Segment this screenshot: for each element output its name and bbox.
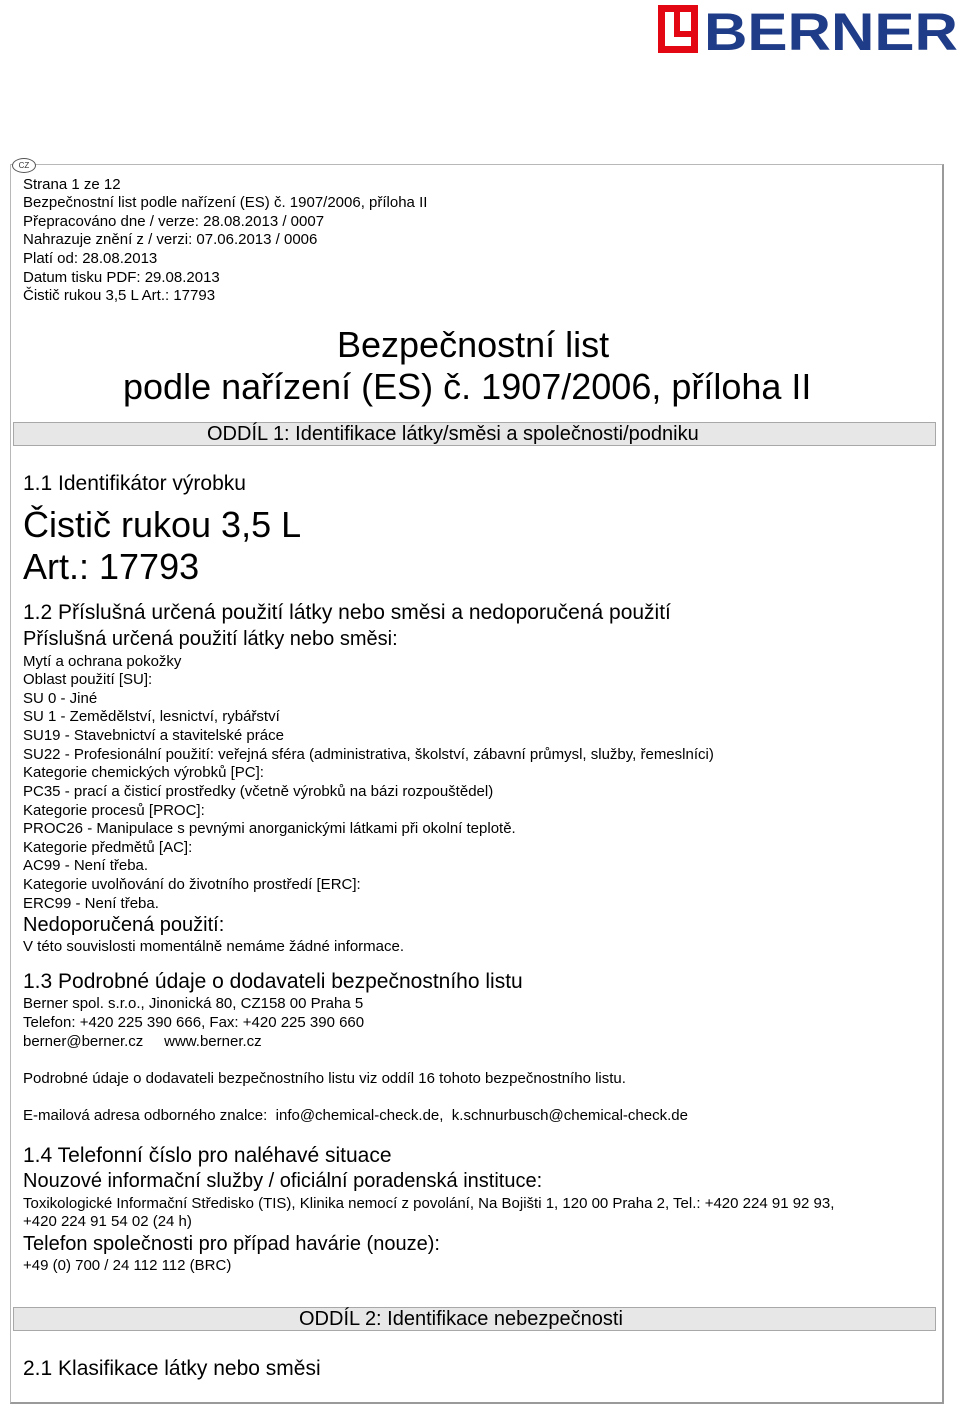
use-line: ERC99 - Není třeba.	[23, 895, 159, 912]
heading-1-2: 1.2 Příslušná určená použití látky nebo směsi a nedoporučená použití	[23, 601, 671, 624]
use-line: Kategorie uvolňování do životního prostředí [ERC]:	[23, 876, 361, 893]
heading-1-2-sub: Příslušná určená použití látky nebo směsi:	[23, 628, 398, 650]
heading-1-3: 1.3 Podrobné údaje o dodavateli bezpečnostního listu	[23, 970, 523, 993]
heading-1-1: 1.1 Identifikátor výrobku	[23, 472, 246, 495]
logo-wordmark: BERNER	[704, 5, 958, 53]
page-counter: Strana 1 ze 12	[23, 176, 121, 193]
header-line: Bezpečnostní list podle nařízení (ES) č. 1907/2006, příloha II	[23, 194, 428, 211]
use-line: Kategorie chemických výrobků [PC]:	[23, 764, 264, 781]
product-name: Čistič rukou 3,5 L	[23, 504, 302, 545]
company-emergency-heading: Telefon společnosti pro případ havárie (nouze):	[23, 1233, 440, 1255]
heading-1-4: 1.4 Telefonní číslo pro naléhavé situace	[23, 1144, 392, 1167]
section-1-title: ODDÍL 1: Identifikace látky/směsi a společnosti/podniku	[207, 423, 699, 445]
product-art-number: Art.: 17793	[23, 546, 200, 587]
not-recommended-text: V této souvislosti momentálně nemáme žádné informace.	[23, 938, 405, 955]
document-subtitle: podle nařízení (ES) č. 1907/2006, příloha II	[123, 366, 812, 407]
berner-logo	[656, 5, 960, 53]
heading-2-1: 2.1 Klasifikace látky nebo směsi	[23, 1357, 321, 1380]
header-line: Čistič rukou 3,5 L Art.: 17793	[23, 287, 216, 304]
header-line: Nahrazuje znění z / verzi: 07.06.2013 / 0006	[23, 231, 318, 248]
company-emergency-phone: +49 (0) 700 / 24 112 112 (BRC)	[23, 1257, 232, 1274]
header-line: Datum tisku PDF: 29.08.2013	[23, 269, 220, 286]
use-line: AC99 - Není třeba.	[23, 857, 149, 874]
document-title: Bezpečnostní list	[337, 324, 610, 365]
use-line: PROC26 - Manipulace s pevnými anorganickými látkami při okolní teplotě.	[23, 820, 516, 837]
expert-email: E-mailová adresa odborného znalce: info@chemical-check.de, k.schnurbusch@chemical-check.de	[23, 1107, 688, 1124]
section-2-bar	[13, 1307, 936, 1331]
use-line: SU 1 - Zemědělství, lesnictví, rybářství	[23, 708, 280, 725]
section-1-bar	[13, 422, 936, 446]
use-line: SU22 - Profesionální použití: veřejná sféra (administrativa, školství, zábavní průmysl, služby, řemeslníci)	[23, 746, 714, 763]
use-line: SU 0 - Jiné	[23, 690, 98, 707]
supplier-note: Podrobné údaje o dodavateli bezpečnostního listu viz oddíl 16 tohoto bezpečnostního listu.	[23, 1070, 626, 1087]
not-recommended-heading: Nedoporučená použití:	[23, 914, 225, 936]
use-line: Kategorie procesů [PROC]:	[23, 802, 205, 819]
emergency-info-cont: +420 224 91 54 02 (24 h)	[23, 1213, 192, 1230]
use-line: Oblast použití [SU]:	[23, 671, 153, 688]
heading-1-4-sub: Nouzové informační služby / oficiální poradenská instituce:	[23, 1170, 543, 1192]
supplier-line: Berner spol. s.r.o., Jinonická 80, CZ158 00 Praha 5	[23, 995, 364, 1012]
use-line: Mytí a ochrana pokožky	[23, 653, 182, 670]
supplier-contact: berner@berner.cz www.berner.cz	[23, 1033, 262, 1050]
header-line: Přepracováno dne / verze: 28.08.2013 / 0007	[23, 213, 325, 230]
use-line: PC35 - prací a čisticí prostředky (včetně výrobků na bázi rozpouštědel)	[23, 783, 494, 800]
supplier-line: Telefon: +420 225 390 666, Fax: +420 225 390 660	[23, 1014, 365, 1031]
use-line: SU19 - Stavebnictví a stavitelské práce	[23, 727, 284, 744]
header-line: Platí od: 28.08.2013	[23, 250, 158, 267]
use-line: Kategorie předmětů [AC]:	[23, 839, 193, 856]
section-2-title: ODDÍL 2: Identifikace nebezpečnosti	[299, 1308, 623, 1330]
emergency-info: Toxikologické Informační Středisko (TIS), Klinika nemocí z povolání, Na Bojišti 1, 120 00 Praha 2, Tel.: +420 224 91 92 93,	[23, 1195, 835, 1212]
country-badge: CZ	[12, 158, 36, 173]
